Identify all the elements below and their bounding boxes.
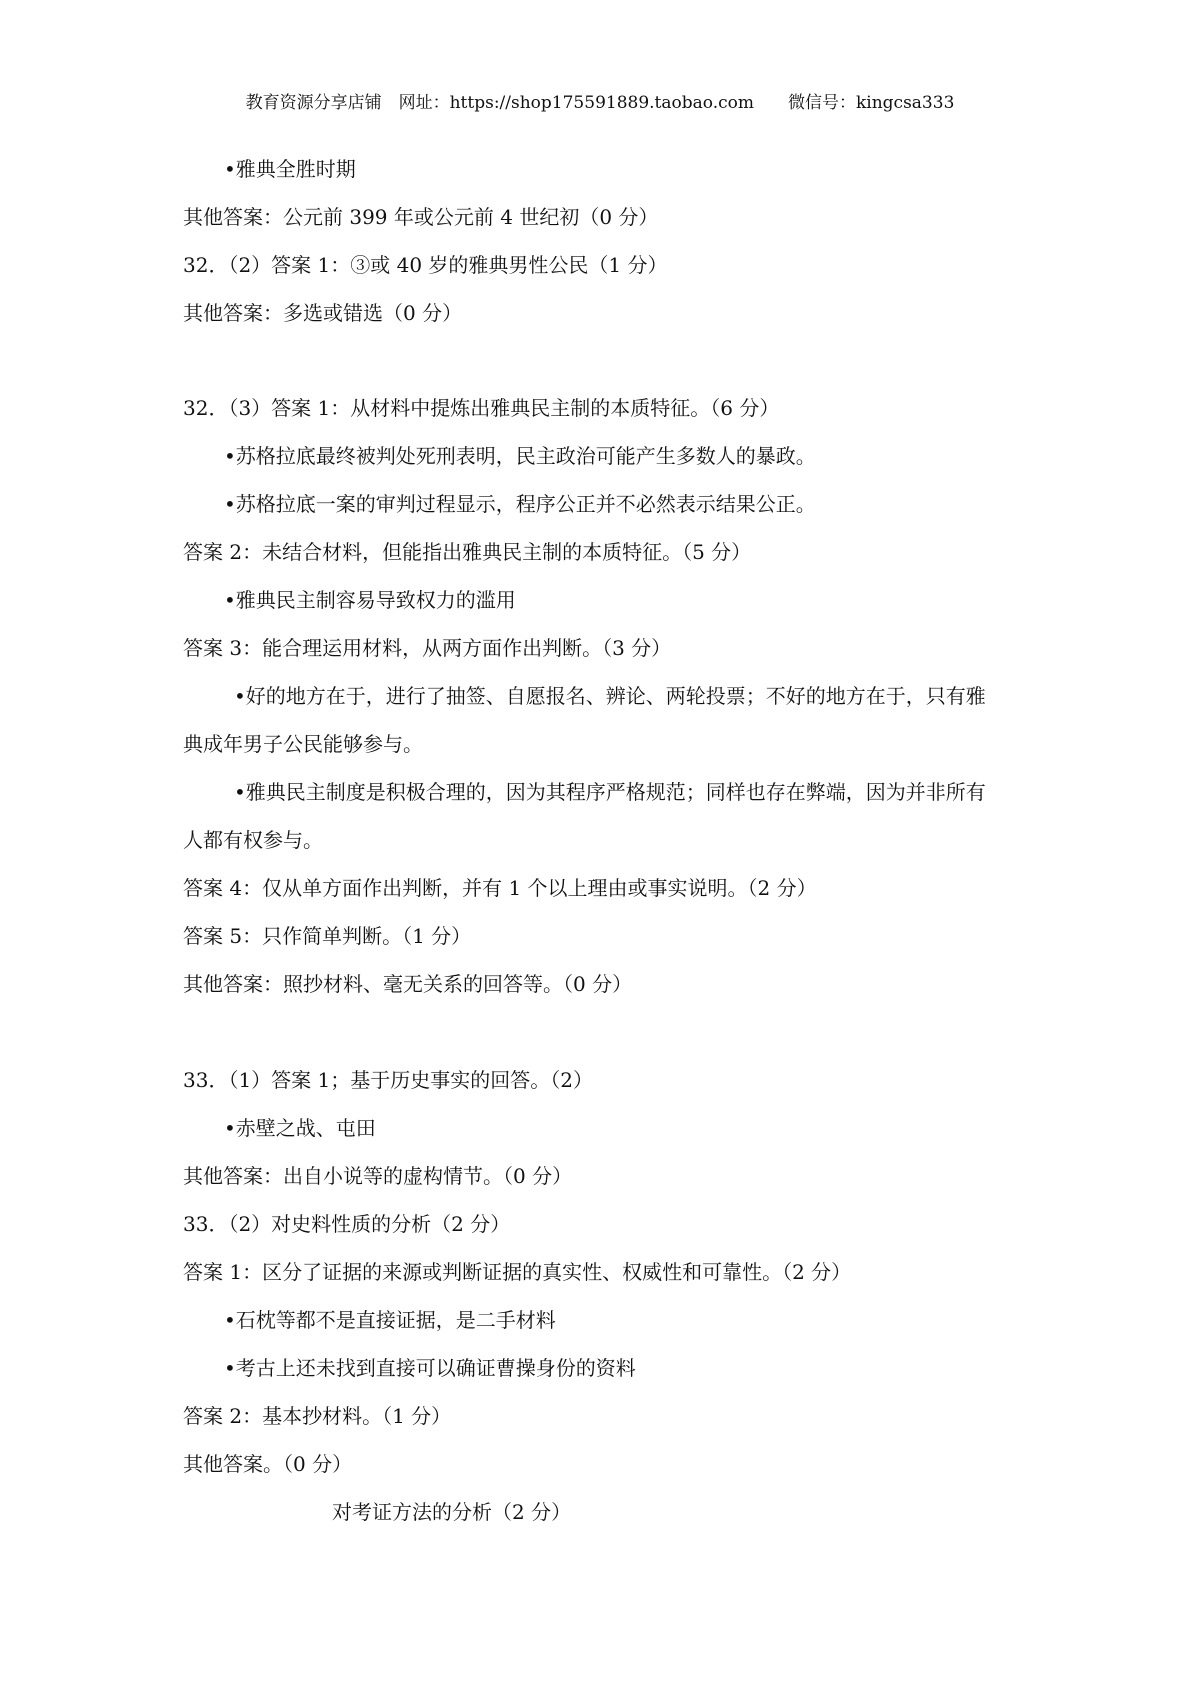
q32-2-answer-1: 32．（2）答案 1：③或 40 岁的雅典男性公民（1 分）	[183, 253, 668, 277]
bullet-socrates-tyranny: •苏格拉底最终被判处死刑表明，民主政治可能产生多数人的暴政。	[224, 444, 816, 468]
bullet-chibi-tuntian: •赤壁之战、屯田	[224, 1116, 376, 1140]
bullet-power-abuse: •雅典民主制容易导致权力的滥用	[224, 588, 516, 612]
q33-2-answer-1: 答案 1：区分了证据的来源或判断证据的真实性、权威性和可靠性。（2 分）	[183, 1260, 852, 1284]
bullet-socrates-procedure: •苏格拉底一案的审判过程显示，程序公正并不必然表示结果公正。	[224, 492, 816, 516]
bullet-system-part2: 人都有权参与。	[183, 828, 323, 852]
q33-1-other-answer: 其他答案：出自小说等的虚构情节。（0 分）	[183, 1164, 573, 1188]
q32-3-answer-4: 答案 4：仅从单方面作出判断，并有 1 个以上理由或事实说明。（2 分）	[183, 876, 817, 900]
q32-3-answer-5: 答案 5：只作简单判断。（1 分）	[183, 924, 472, 948]
q33-2-other-answer: 其他答案。（0 分）	[183, 1452, 353, 1476]
q33-2-heading: 33．（2）对史料性质的分析（2 分）	[183, 1212, 511, 1236]
q32-3-other-answer: 其他答案：照抄材料、毫无关系的回答等。（0 分）	[183, 972, 633, 996]
q32-3-answer-1: 32．（3）答案 1：从材料中提炼出雅典民主制的本质特征。（6 分）	[183, 396, 780, 420]
q32-3-answer-2: 答案 2：未结合材料，但能指出雅典民主制的本质特征。（5 分）	[183, 540, 752, 564]
page-header: 教育资源分享店铺 网址：https://shop175591889.taobao.com 微信号：kingcsa333	[245, 93, 955, 113]
bullet-stone-pillow: •石枕等都不是直接证据，是二手材料	[224, 1308, 556, 1332]
q33-2-answer-2: 答案 2：基本抄材料。（1 分）	[183, 1404, 452, 1428]
method-analysis-heading: 对考证方法的分析（2 分）	[332, 1500, 572, 1524]
q33-1-answer-1: 33．（1）答案 1；基于历史事实的回答。（2）	[183, 1068, 593, 1092]
bullet-system-part1: •雅典民主制度是积极合理的，因为其程序严格规范；同样也存在弊端，因为并非所有	[234, 780, 986, 804]
bullet-athens-peak: •雅典全胜时期	[224, 157, 356, 181]
q32-3-answer-3: 答案 3：能合理运用材料，从两方面作出判断。（3 分）	[183, 636, 672, 660]
bullet-good-bad-part1: •好的地方在于，进行了抽签、自愿报名、辨论、两轮投票；不好的地方在于，只有雅	[234, 684, 986, 708]
bullet-good-bad-part2: 典成年男子公民能够参与。	[183, 732, 423, 756]
bullet-archaeology: •考古上还未找到直接可以确证曹操身份的资料	[224, 1356, 636, 1380]
other-answer-399bc: 其他答案：公元前 399 年或公元前 4 世纪初（0 分）	[183, 205, 659, 229]
q32-2-other-answer: 其他答案：多选或错选（0 分）	[183, 301, 463, 325]
